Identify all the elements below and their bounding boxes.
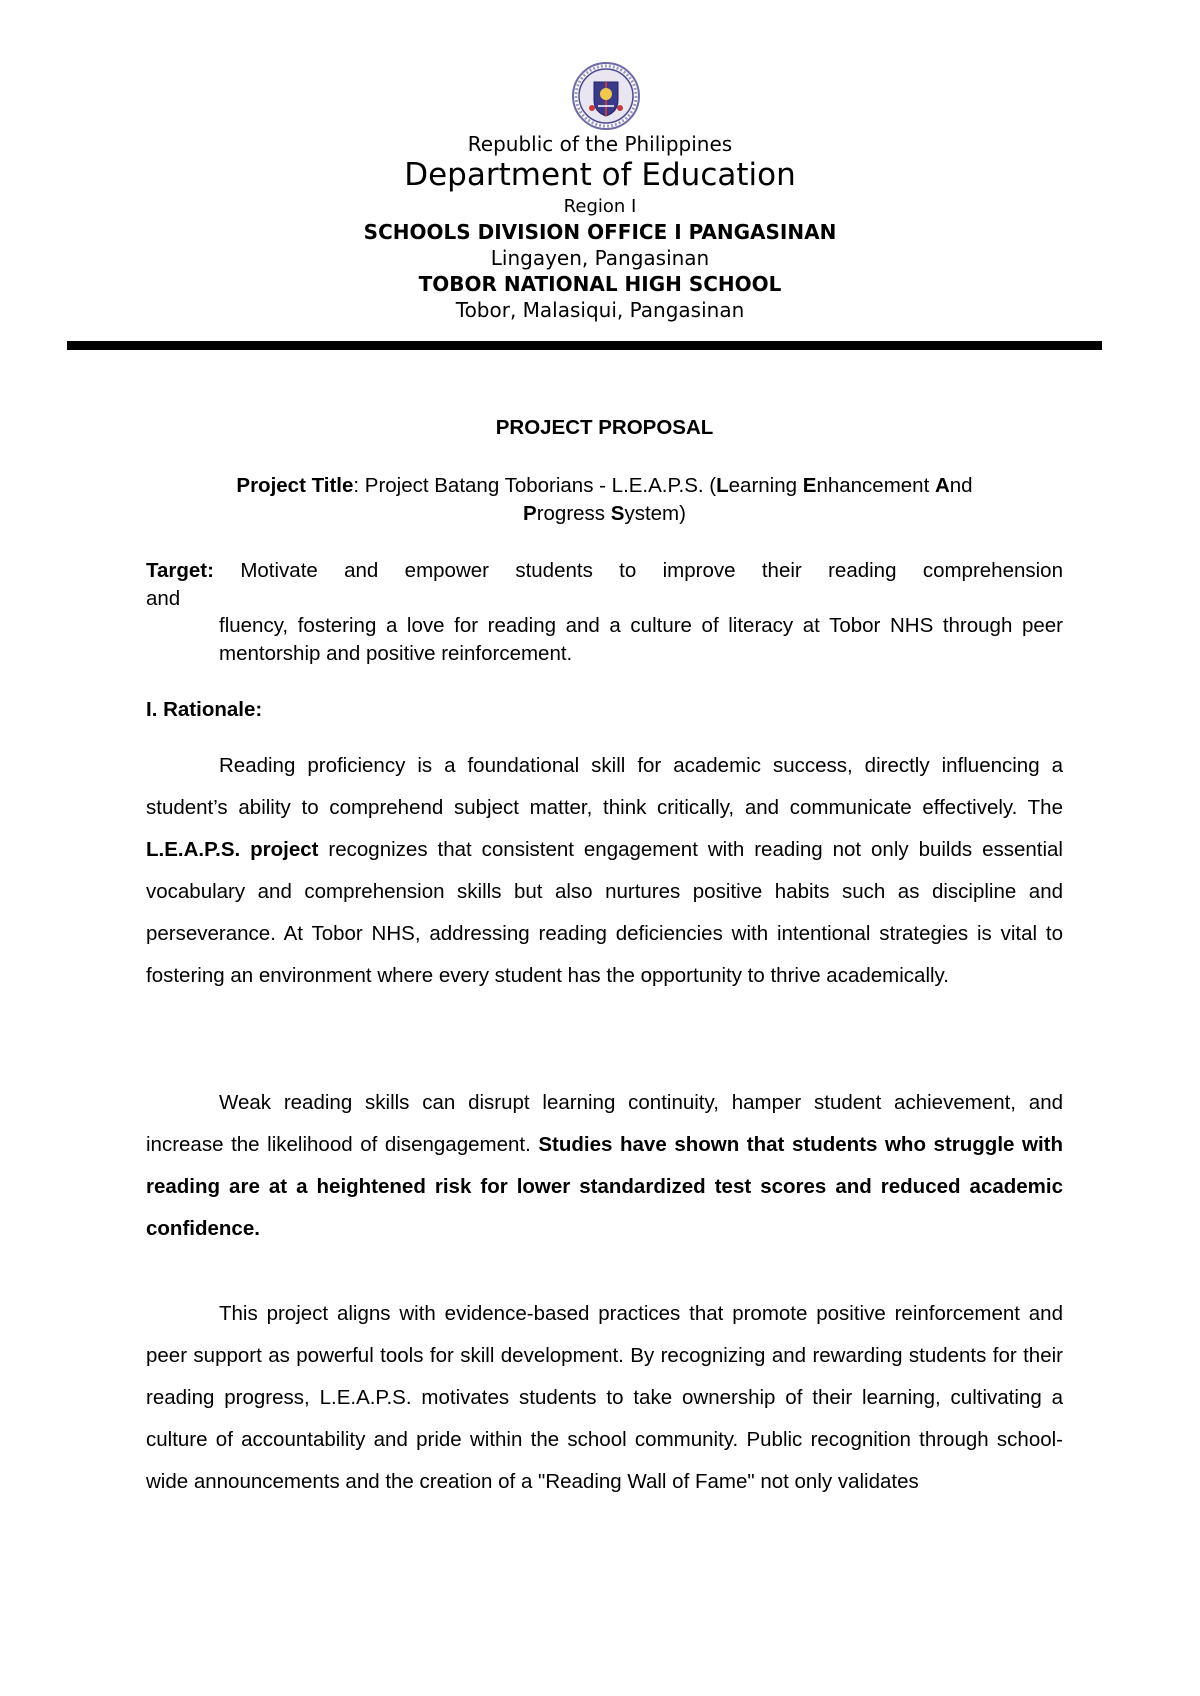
department-heading: Department of Education — [404, 157, 796, 193]
document-heading: PROJECT PROPOSAL — [495, 416, 714, 439]
acronym-initial-e: E — [802, 474, 817, 497]
acronym-initial-l: L — [716, 474, 729, 497]
rationale-paragraph-2 — [146, 1082, 1063, 1250]
p2-bold: Studies have shown that students who struggle with reading are at a heightened risk for lower standardized test scores and reduced academic confidence. — [146, 1133, 1063, 1240]
p1-text-a: Reading proficiency is a foundational skill for academic success, directly influencing a student’s ability to comprehend subject matter, think critically, and communicate effectively. The — [146, 754, 1063, 819]
target-label: Target: — [146, 559, 214, 582]
republic-heading: Republic of the Philippines — [467, 132, 733, 156]
rationale-paragraph-3: This project aligns with evidence-based practices that promote positive reinforcement and peer support as powerful tools for skill development. By recognizing and rewarding students for their reading progress, L.E.A.P.S. motivates students to take ownership of their learning, cultivating a culture of accountability and pride within the school community. Public recognition through school-wide announcements and the creation of a "Reading Wall of Fame" not only validates — [146, 1302, 1063, 1493]
target-first-line — [146, 557, 1063, 585]
p2-text-a: Weak reading skills can disrupt learning continuity, hamper student achievement, and increase the likelihood of disengagement. — [146, 1091, 1063, 1156]
project-title-label: Project Title — [236, 474, 354, 497]
rationale-paragraph-1 — [146, 745, 1063, 997]
header-divider-thick — [67, 343, 1102, 350]
acronym-rest-e: nhancement — [816, 474, 935, 497]
project-title-suffix: ) — [679, 502, 686, 525]
acronym-rest-a: nd — [949, 474, 973, 497]
rationale-heading: I. Rationale: — [146, 698, 263, 721]
region-heading: Region I — [563, 196, 637, 217]
acronym-rest-l: earning — [728, 474, 803, 497]
project-title-prefix: : Project Batang Toborians - L.E.A.P.S. ( — [353, 474, 717, 497]
division-location: Lingayen, Pangasinan — [490, 246, 710, 270]
acronym-rest-s: ystem — [624, 502, 680, 525]
acronym-initial-s: S — [610, 502, 625, 525]
project-title — [146, 472, 1063, 528]
acronym-initial-a: A — [934, 474, 950, 497]
acronym-initial-p: P — [523, 502, 537, 525]
school-name: TOBOR NATIONAL HIGH SCHOOL — [418, 272, 782, 296]
target-line2: and — [146, 587, 181, 610]
p1-text-b: recognizes that consistent engagement with reading not only builds essential vocabulary and comprehension skills but also nurtures positive habits such as discipline and perseverance. At Tobor NHS, addressing reading deficiencies with intentional strategies is vital to fostering an environment where every student has the opportunity to thrive academically. — [146, 838, 1063, 987]
target-line1: Motivate and empower students to improve their reading comprehension — [240, 559, 1063, 582]
school-address: Tobor, Malasiqui, Pangasinan — [455, 298, 745, 322]
target-continuation: fluency, fostering a love for reading and a culture of literacy at Tobor NHS through peer mentorship and positive reinforcement. — [219, 614, 1063, 665]
p1-bold: L.E.A.P.S. project — [146, 838, 319, 861]
division-heading: SCHOOLS DIVISION OFFICE I PANGASINAN — [363, 220, 837, 244]
acronym-rest-p: rogress — [536, 502, 611, 525]
deped-seal-logo — [572, 62, 640, 130]
